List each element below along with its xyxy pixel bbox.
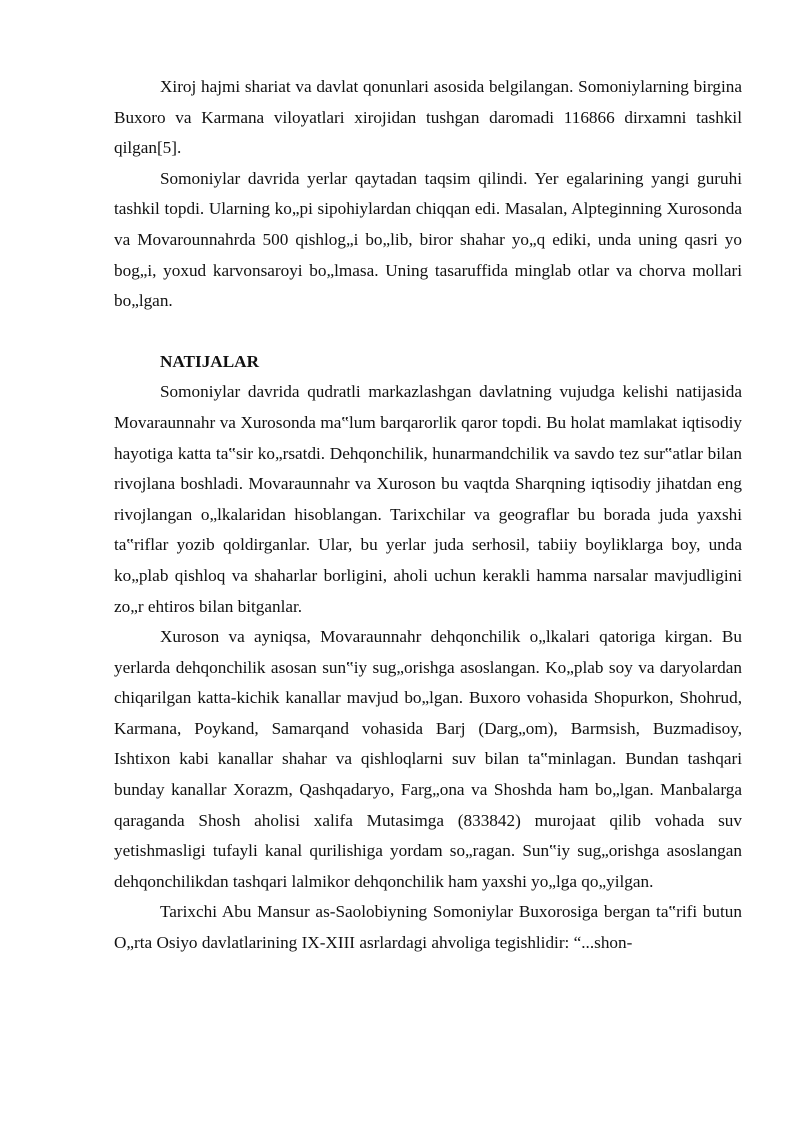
paragraph-yerlar-taqsimi: Somoniylar davrida yerlar qaytadan taqsim qilindi. Yer egalarining yangi guruhi tashkil topdi. Ularning ko„pi sipohiylardan chiqqan edi. Masalan, Alpteginning Xurosonda va Movarounnahrda 500 qishlog„i bo„lib, biror shahar yo„q ediki, unda uning qasri yo bog„i, yoxud karvonsaroyi bo„lmasa. Uning tasaruffida minglab otlar va chorva mollari bo„lgan. [114,168,742,311]
paragraph-saolobiy: Tarixchi Abu Mansur as-Saolobiyning Somoniylar Buxorosiga bergan ta‟rifi butun O„rta Osiyo davlatlarining IX-XIII asrlardagi ahvoliga tegishlidir: “...shon- [114,902,742,953]
paragraph-xiroj: Xiroj hajmi shariat va davlat qonunlari asosida belgilangan. Somoniylarning birgina Buxoro va Karmana viloyatlari xirojidan tushgan daromadi 116866 dirxamni tashkil qilgan[5]. [114,77,742,158]
paragraph-barqarorlik: Somoniylar davrida qudratli markazlashgan davlatning vujudga kelishi natijasida Movaraunnahr va Xurosonda ma‟lum barqarorlik qaror topdi. Bu holat mamlakat iqtisodiy hayotiga katta ta‟sir ko„rsatdi. Dehqonchilik, hunarmandchilik va savdo tez sur‟atlar bilan rivojlana boshladi. Movaraunnahr va Xuroson bu vaqtda Sharqning iqtisodiy jihatdan eng rivojlangan o„lkalaridan hisoblangan. Tarixchilar va geograflar bu borada juda yaxshi ta‟riflar yozib qoldirganlar. Ular, bu yerlar juda serhosil, tabiiy boyliklarga boy, unda ko„plab qishloq va shaharlar borligini, aholi uchun kerakli hamma narsalar mavjudligini zo„r ehtiros bilan bitganlar. [114,382,742,616]
paragraph-dehqonchilik: Xuroson va ayniqsa, Movaraunnahr dehqonchilik o„lkalari qatoriga kirgan. Bu yerlarda dehqonchilik asosan sun‟iy sug„orishga asoslangan. Ko„plab soy va daryolardan chiqarilgan katta-kichik kanallar mavjud bo„lgan. Buxoro vohasida Shopurkon, Shohrud, Karmana, Poykand, Samarqand vohasida Barj (Darg„om), Barmsish, Buzmadisoy, Ishtixon kabi kanallar shahar va qishloqlarni suv bilan ta‟minlagan. Bundan tashqari bunday kanallar Xorazm, Qashqadaryo, Farg„ona va Shoshda ham bo„lgan. Manbalarga qaraganda Shosh aholisi xalifa Mutasimga (833842) murojaat qilib vohada suv yetishmasligi tufayli kanal qurilishiga yordam so„ragan. Sun‟iy sug„orishga asoslangan dehqonchilikdan tashqari lalmikor dehqonchilik ham yaxshi yo„lga qo„yilgan. [114,627,742,891]
document-page [114,72,742,959]
section-heading: NATIJALAR [160,351,259,371]
